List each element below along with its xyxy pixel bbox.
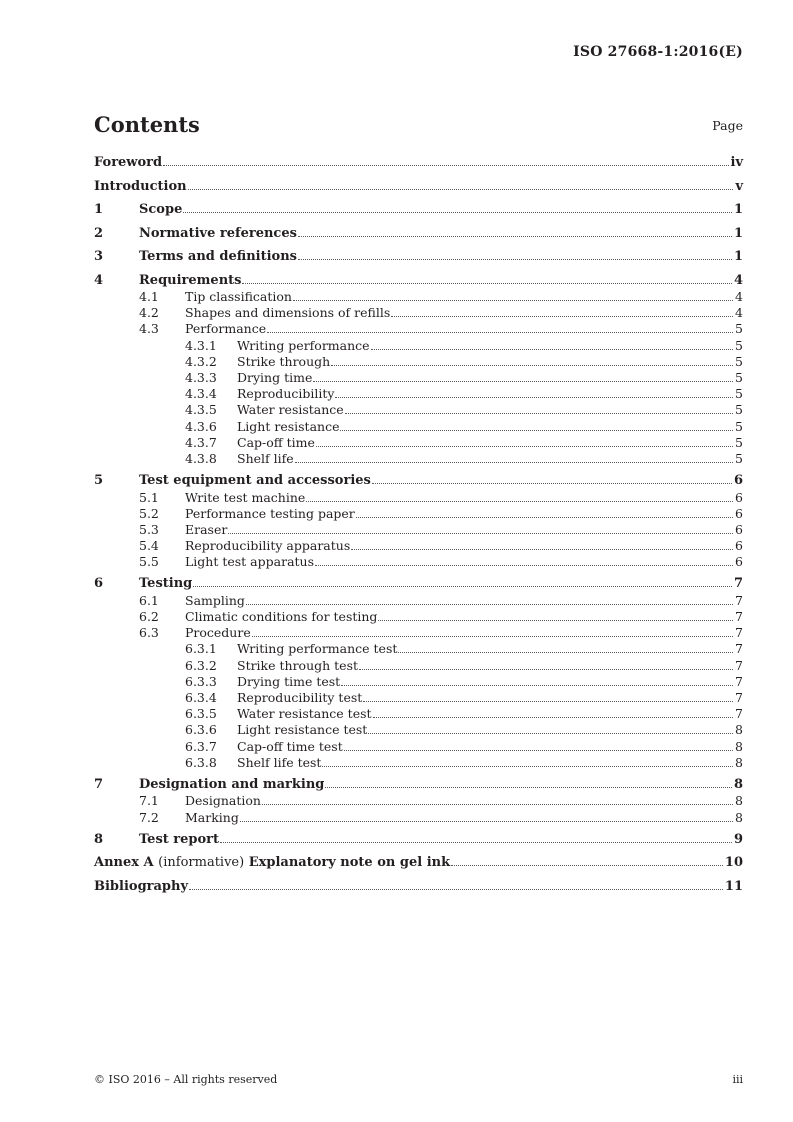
bibliography-title: Bibliography <box>94 878 189 894</box>
leader-dots <box>391 316 733 317</box>
toc-entry-title: Strike through test <box>237 657 359 673</box>
toc-entry[interactable] <box>94 386 743 402</box>
toc-entry[interactable] <box>94 609 743 625</box>
leader-dots <box>322 766 733 767</box>
toc-entry-page: 5 <box>735 337 743 353</box>
toc-entry[interactable] <box>94 155 743 171</box>
leader-dots <box>183 212 732 213</box>
toc-entry-title: Tip classification <box>185 289 292 304</box>
toc-entry-page: 5 <box>735 386 743 402</box>
toc-entry-page: 6 <box>735 505 743 521</box>
toc-entry-title: Cap-off time test <box>237 738 343 754</box>
toc-entry-number: 6.3.1 <box>185 641 217 657</box>
toc-entry-page: 5 <box>735 321 743 337</box>
toc-entry[interactable] <box>94 370 743 386</box>
toc-entry[interactable] <box>94 706 743 722</box>
toc-entry-page: 8 <box>735 738 743 754</box>
toc-entry-number: 1 <box>94 202 104 217</box>
leader-dots <box>373 717 734 718</box>
footer-copyright: © ISO 2016 – All rights reserved <box>94 1073 278 1086</box>
toc-entry-title: Performance <box>185 321 267 337</box>
toc-entry-title: Drying time test <box>237 673 341 689</box>
toc-entry[interactable] <box>94 554 743 570</box>
toc-entry-page: 7 <box>735 641 743 657</box>
annex-prefix: Annex A <box>94 854 154 870</box>
toc-entry-page: 7 <box>735 592 743 608</box>
toc-entry-page: 6 <box>735 554 743 570</box>
toc-entry-title: Shelf life <box>237 451 294 466</box>
toc-entry[interactable] <box>94 755 743 771</box>
toc-entry-page: 5 <box>735 353 743 369</box>
leader-dots <box>356 517 733 518</box>
leader-dots <box>252 636 733 637</box>
toc-entry[interactable] <box>94 249 743 265</box>
toc-entry-number: 4.3.1 <box>185 337 217 353</box>
leader-dots <box>345 413 733 414</box>
toc-entry[interactable] <box>94 593 743 609</box>
toc-entry-page: 1 <box>733 202 743 217</box>
toc-entry-page: 8 <box>733 776 743 792</box>
leader-dots <box>372 483 732 484</box>
toc-entry-page: 7 <box>735 625 743 641</box>
toc-entry-title: Shelf life test <box>237 754 322 770</box>
toc-entry-title: Marking <box>185 809 239 825</box>
toc-entry-page: 6 <box>733 473 743 488</box>
toc-entry-page: 7 <box>735 690 743 705</box>
toc-entry-number: 2 <box>94 225 104 241</box>
leader-dots <box>325 787 732 788</box>
toc-entry-title: Light test apparatus <box>185 554 315 570</box>
toc-entry-number: 6.3.4 <box>185 690 217 705</box>
leader-dots <box>220 842 732 843</box>
toc-entry[interactable] <box>94 739 743 755</box>
leader-dots <box>313 381 733 382</box>
toc-entry-page: 1 <box>733 249 743 264</box>
page-column-label: Page <box>712 118 743 133</box>
leader-dots <box>359 669 733 670</box>
leader-dots <box>262 804 733 805</box>
toc-entry-title: Cap-off time <box>237 434 315 450</box>
toc-entry-page: 8 <box>735 754 743 770</box>
toc-entry[interactable] <box>94 722 743 738</box>
leader-dots <box>228 533 733 534</box>
toc-entry-page: 4 <box>733 272 743 288</box>
toc-entry[interactable] <box>94 354 743 370</box>
toc-entry-page: 7 <box>735 706 743 722</box>
toc-entry[interactable] <box>94 490 743 506</box>
toc-entry-number: 5.3 <box>139 521 159 537</box>
toc-entry-title: Strike through <box>237 353 331 369</box>
toc-entry[interactable] <box>94 402 743 418</box>
toc-entry-title: Introduction <box>94 178 187 194</box>
toc-entry-title: Sampling <box>185 592 245 608</box>
leader-dots <box>306 501 733 502</box>
toc-entry-title: Performance testing paper <box>185 505 355 521</box>
toc-entry[interactable] <box>94 451 743 467</box>
toc-entry[interactable] <box>94 576 743 592</box>
toc-entry[interactable] <box>94 202 743 218</box>
toc-entry-title: Terms and definitions <box>139 249 297 264</box>
toc-entry-number: 6.1 <box>139 592 159 608</box>
annex-title: Explanatory note on gel ink <box>248 854 451 870</box>
leader-dots <box>189 889 723 890</box>
header-document-id: ISO 27668-1:2016(E) <box>573 44 743 60</box>
toc-entry-title: Light resistance <box>237 418 340 434</box>
toc-entry-title: Test equipment and accessories <box>139 473 371 488</box>
toc-entry-annex[interactable] <box>94 855 743 871</box>
toc-entry-title: Designation and marking <box>139 776 325 792</box>
toc-entry-page: 4 <box>735 305 743 321</box>
toc-entry-page: 8 <box>735 793 743 809</box>
toc-entry-number: 5 <box>94 473 104 488</box>
leader-dots <box>398 652 733 653</box>
toc-entry-number: 7.2 <box>139 809 159 825</box>
toc-entry-number: 4.1 <box>139 289 159 304</box>
toc-entry-page: 6 <box>735 521 743 537</box>
toc-entry[interactable] <box>94 641 743 657</box>
toc-entry-title: Testing <box>139 576 193 592</box>
toc-entry-number: 4.3.5 <box>185 402 217 418</box>
toc-entry[interactable] <box>94 305 743 321</box>
toc-entry-number: 5.4 <box>139 538 159 554</box>
toc-entry[interactable] <box>94 419 743 435</box>
toc-entry-title: Writing performance test <box>237 641 398 657</box>
toc-entry-page: 4 <box>735 289 743 304</box>
toc-entry-number: 6 <box>94 576 104 592</box>
toc-entry-page: 7 <box>735 657 743 673</box>
leader-dots <box>363 701 733 702</box>
leader-dots <box>378 620 733 621</box>
toc-entry-page: 7 <box>733 576 743 592</box>
toc-entry-number: 4.3.4 <box>185 386 217 402</box>
toc-entry-bibliography[interactable] <box>94 879 743 895</box>
toc-entry-number: 7 <box>94 776 104 792</box>
toc-entry-page: 6 <box>735 489 743 505</box>
toc-entry-number: 7.1 <box>139 793 159 809</box>
toc-entry[interactable] <box>94 625 743 641</box>
toc-entry[interactable] <box>94 777 743 793</box>
toc-entry-title: Scope <box>139 202 183 217</box>
toc-entry-number: 4.3.8 <box>185 451 217 466</box>
toc-entry-title: Requirements <box>139 272 242 288</box>
leader-dots <box>298 236 732 237</box>
toc-entry[interactable] <box>94 506 743 522</box>
toc-entry[interactable] <box>94 674 743 690</box>
toc-entry-title: Eraser <box>185 521 228 537</box>
toc-entry-title: Writing performance <box>237 337 370 353</box>
toc-entry-page: 5 <box>735 402 743 418</box>
toc-entry-title: Normative references <box>139 225 297 241</box>
leader-dots <box>344 750 733 751</box>
toc-entry-page: 5 <box>735 418 743 434</box>
toc-entry-title: Designation <box>185 793 261 809</box>
toc-entry-number: 4.3 <box>139 321 159 337</box>
toc-entry-number: 6.3.5 <box>185 706 217 722</box>
toc-entry-number: 4.2 <box>139 305 159 321</box>
leader-dots <box>193 586 732 587</box>
toc-entry[interactable] <box>94 226 743 242</box>
toc-entry-number: 4.3.2 <box>185 353 217 369</box>
toc-entry-number: 6.3.2 <box>185 657 217 673</box>
annex-note: (informative) <box>158 854 245 870</box>
toc-entry[interactable] <box>94 538 743 554</box>
toc-entry-title: Procedure <box>185 625 251 641</box>
toc-entry-title: Reproducibility <box>237 386 335 402</box>
toc-entry-number: 6.2 <box>139 609 159 624</box>
toc-entry[interactable] <box>94 289 743 305</box>
toc-entry-page: 5 <box>735 370 743 385</box>
toc-entry-title: Reproducibility test <box>237 690 363 705</box>
annex-page: 10 <box>724 854 743 870</box>
toc-entry-page: iv <box>730 155 743 170</box>
toc-entry-number: 8 <box>94 831 104 847</box>
footer-page-number: iii <box>732 1073 743 1086</box>
leader-dots <box>242 283 731 284</box>
leader-dots <box>341 685 733 686</box>
toc-entry-title: Reproducibility apparatus <box>185 538 351 554</box>
toc-entry[interactable] <box>94 273 743 289</box>
toc-entry[interactable] <box>94 522 743 538</box>
leader-dots <box>163 165 728 166</box>
toc-entry-page: 5 <box>735 451 743 466</box>
toc-entry-page: 1 <box>733 225 743 241</box>
leader-dots <box>331 365 733 366</box>
leader-dots <box>335 397 733 398</box>
leader-dots <box>293 300 733 301</box>
toc-entry[interactable] <box>94 435 743 451</box>
toc-entry[interactable] <box>94 810 743 826</box>
toc-entry-page: 6 <box>735 538 743 554</box>
toc-entry-title: Water resistance <box>237 402 344 418</box>
toc-entry-number: 6.3.6 <box>185 722 217 738</box>
leader-dots <box>246 604 733 605</box>
toc-entry[interactable] <box>94 690 743 706</box>
toc-entry-page: 8 <box>735 722 743 738</box>
toc-entry-title: Test report <box>139 831 220 847</box>
toc-entry-title: Drying time <box>237 370 313 385</box>
leader-dots <box>340 430 733 431</box>
toc-entry[interactable] <box>94 338 743 354</box>
toc-entry-number: 6.3.3 <box>185 673 217 689</box>
bibliography-page: 11 <box>724 878 743 894</box>
toc-entry[interactable] <box>94 473 743 489</box>
toc-entry-page: v <box>735 178 743 194</box>
toc-entry-title: Light resistance test <box>237 722 368 738</box>
toc-entry-title: Shapes and dimensions of refills <box>185 305 391 321</box>
leader-dots <box>351 549 733 550</box>
toc-entry-number: 5.1 <box>139 489 159 505</box>
leader-dots <box>451 865 723 866</box>
toc-entry-number: 6.3.7 <box>185 738 217 754</box>
toc-entry-page: 5 <box>735 434 743 450</box>
leader-dots <box>295 462 733 463</box>
toc-entry[interactable] <box>94 658 743 674</box>
toc-entry-title: Write test machine <box>185 489 306 505</box>
toc-entry-number: 6.3 <box>139 625 159 641</box>
toc-entry-title: Water resistance test <box>237 706 372 722</box>
toc-entry-number: 5.2 <box>139 505 159 521</box>
toc-entry-number: 4.3.6 <box>185 418 217 434</box>
toc-entry-page: 8 <box>735 809 743 825</box>
toc-entry-number: 3 <box>94 249 104 264</box>
toc-entry-number: 4.3.3 <box>185 370 217 385</box>
toc-entry[interactable] <box>94 832 743 848</box>
toc-entry[interactable] <box>94 793 743 809</box>
toc-entry-page: 9 <box>733 831 743 847</box>
toc-entry[interactable] <box>94 321 743 337</box>
toc-entry-page: 7 <box>735 673 743 689</box>
leader-dots <box>371 349 733 350</box>
toc-entry-number: 4.3.7 <box>185 434 217 450</box>
toc-entry-number: 4 <box>94 272 104 288</box>
leader-dots <box>240 821 733 822</box>
leader-dots <box>298 259 732 260</box>
toc-entry-number: 6.3.8 <box>185 754 217 770</box>
leader-dots <box>316 446 733 447</box>
toc-entry-page: 7 <box>735 609 743 624</box>
leader-dots <box>315 565 733 566</box>
toc-entry-number: 5.5 <box>139 554 159 570</box>
toc-entry-title: Foreword <box>94 155 163 170</box>
toc-entry-title: Climatic conditions for testing <box>185 609 378 624</box>
leader-dots <box>188 189 734 190</box>
leader-dots <box>267 332 733 333</box>
contents-title: Contents <box>94 112 200 137</box>
toc-entry[interactable] <box>94 179 743 195</box>
leader-dots <box>368 733 733 734</box>
